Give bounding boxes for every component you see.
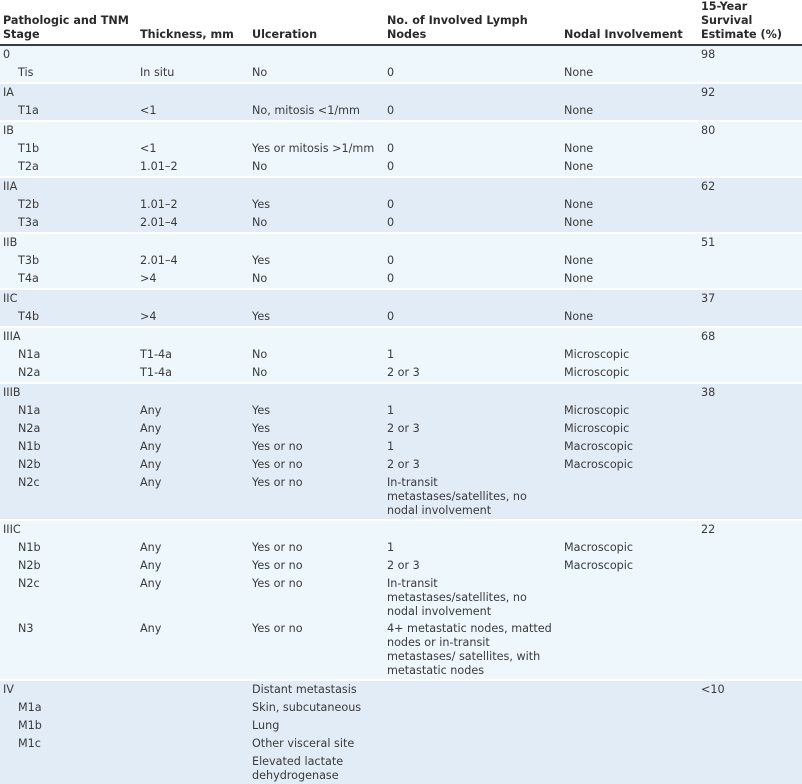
table-row [0,717,802,735]
thickness-cell: Any [137,456,249,474]
nodal-involvement-cell: Microscopic [561,402,698,420]
table-row [0,438,802,456]
lymph-nodes-cell: 4+ metastatic nodes, matted nodes or in-transit metastases/ satellites, with metastatic nodes [384,620,561,680]
nodal-involvement-cell: None [561,158,698,177]
survival-estimate: 80 [698,121,802,140]
ulceration-cell: Yes or mitosis >1/mm [249,140,384,158]
survival-estimate: 51 [698,233,802,252]
survival-estimate [698,346,802,364]
survival-estimate [698,102,802,121]
thickness-cell [137,233,249,252]
thickness-cell [137,680,249,699]
tnm-category: T4b [0,308,137,327]
nodal-involvement-cell [561,233,698,252]
table-row [0,102,802,121]
thickness-cell [137,717,249,735]
survival-estimate: 92 [698,83,802,102]
lymph-nodes-cell: 1 [384,346,561,364]
thickness-cell: <1 [137,140,249,158]
tnm-category: M1b [0,717,137,735]
header-survival: 15-Year Survival Estimate (%) [698,0,802,45]
ulceration-cell: No [249,158,384,177]
nodal-involvement-cell: None [561,102,698,121]
ulceration-cell: No, mitosis <1/mm [249,102,384,121]
header-thickness: Thickness, mm [137,0,249,45]
table-row [0,456,802,474]
tnm-category: T3b [0,252,137,270]
lymph-nodes-cell: 0 [384,308,561,327]
tnm-category: T1a [0,102,137,121]
table-row [0,308,802,327]
thickness-cell [137,520,249,539]
table-row [0,252,802,270]
survival-estimate: 37 [698,289,802,308]
survival-estimate: 62 [698,177,802,196]
stage-label: IB [0,121,137,140]
tnm-category: N1a [0,402,137,420]
lymph-nodes-cell: 0 [384,214,561,233]
survival-estimate [698,539,802,557]
ulceration-cell: Yes [249,196,384,214]
survival-estimate [698,620,802,680]
survival-estimate [698,364,802,383]
ulceration-cell [249,327,384,346]
ulceration-cell: Lung [249,717,384,735]
nodal-involvement-cell [561,383,698,402]
table-row [0,699,802,717]
survival-estimate: <10 [698,680,802,699]
nodal-involvement-cell: None [561,308,698,327]
table-row [0,420,802,438]
survival-estimate: 68 [698,327,802,346]
ulceration-cell: Yes or no [249,575,384,620]
nodal-involvement-cell [561,289,698,308]
lymph-nodes-cell: 2 or 3 [384,420,561,438]
ulceration-cell: No [249,214,384,233]
tnm-category: N2a [0,364,137,383]
table-row [0,364,802,383]
nodal-involvement-cell: None [561,140,698,158]
nodal-involvement-cell [561,620,698,680]
tnm-category: N2c [0,575,137,620]
ulceration-cell: Yes [249,420,384,438]
lymph-nodes-cell: 1 [384,402,561,420]
table-row [0,158,802,177]
nodal-involvement-cell: None [561,214,698,233]
ulceration-cell [249,383,384,402]
survival-estimate [698,438,802,456]
table-row [0,557,802,575]
tnm-category: T3a [0,214,137,233]
lymph-nodes-cell: In-transit metastases/satellites, no nodal involvement [384,575,561,620]
nodal-involvement-cell: Macroscopic [561,557,698,575]
thickness-cell: Any [137,438,249,456]
thickness-cell: In situ [137,64,249,83]
survival-estimate [698,474,802,520]
thickness-cell: 2.01–4 [137,214,249,233]
lymph-nodes-cell: 0 [384,102,561,121]
stage-group [0,45,802,83]
ulceration-cell [249,121,384,140]
tnm-category: N1b [0,539,137,557]
ulceration-cell [249,520,384,539]
nodal-involvement-cell [561,83,698,102]
stage-row [0,45,802,64]
lymph-nodes-cell [384,699,561,717]
lymph-nodes-cell [384,680,561,699]
lymph-nodes-cell [384,735,561,753]
survival-estimate [698,64,802,83]
tnm-category: T1b [0,140,137,158]
nodal-involvement-cell: None [561,252,698,270]
header-stage: Pathologic and TNM Stage [0,0,137,45]
stage-label: IIIA [0,327,137,346]
tnm-category: N1b [0,438,137,456]
table-row [0,346,802,364]
tnm-category: T4a [0,270,137,289]
survival-estimate [698,557,802,575]
stage-row [0,177,802,196]
ulceration-cell: Yes or no [249,438,384,456]
tnm-category: M1a [0,699,137,717]
table-row [0,753,802,784]
tnm-category: M1c [0,735,137,753]
table-row [0,196,802,214]
header-nodal-involvement: Nodal Involvement [561,0,698,45]
survival-estimate [698,735,802,753]
stage-row [0,680,802,699]
survival-estimate [698,252,802,270]
thickness-cell: Any [137,402,249,420]
thickness-cell: Any [137,575,249,620]
survival-estimate [698,196,802,214]
stage-group [0,233,802,289]
table-row [0,620,802,680]
ulceration-cell [249,233,384,252]
thickness-cell: T1-4a [137,364,249,383]
stage-row [0,289,802,308]
thickness-cell: Any [137,420,249,438]
lymph-nodes-cell: 0 [384,158,561,177]
thickness-cell [137,177,249,196]
nodal-involvement-cell [561,520,698,539]
thickness-cell: Any [137,620,249,680]
stage-group [0,177,802,233]
lymph-nodes-cell [384,753,561,784]
ulceration-cell: Distant metastasis [249,680,384,699]
nodal-involvement-cell: None [561,196,698,214]
thickness-cell [137,383,249,402]
lymph-nodes-cell: 0 [384,252,561,270]
ulceration-cell: Yes [249,252,384,270]
lymph-nodes-cell [384,289,561,308]
stage-group [0,327,802,383]
tnm-category: N3 [0,620,137,680]
survival-estimate [698,717,802,735]
tnm-category: N2c [0,474,137,520]
thickness-cell: <1 [137,102,249,121]
table-row [0,270,802,289]
lymph-nodes-cell: 1 [384,438,561,456]
lymph-nodes-cell [384,717,561,735]
stage-label: IV [0,680,137,699]
ulceration-cell: Yes or no [249,456,384,474]
survival-estimate [698,456,802,474]
stage-label: IIIB [0,383,137,402]
ulceration-cell [249,289,384,308]
survival-estimate: 98 [698,45,802,64]
nodal-involvement-cell [561,177,698,196]
stage-row [0,383,802,402]
tnm-category: N2a [0,420,137,438]
tnm-category: T2a [0,158,137,177]
thickness-cell: Any [137,539,249,557]
thickness-cell: >4 [137,308,249,327]
nodal-involvement-cell: Microscopic [561,364,698,383]
tnm-category: N1a [0,346,137,364]
stage-label: 0 [0,45,137,64]
tnm-category [0,753,137,784]
thickness-cell [137,699,249,717]
nodal-involvement-cell: None [561,64,698,83]
thickness-cell [137,289,249,308]
survival-estimate: 38 [698,383,802,402]
nodal-involvement-cell: Macroscopic [561,438,698,456]
nodal-involvement-cell [561,45,698,64]
nodal-involvement-cell [561,327,698,346]
nodal-involvement-cell: Macroscopic [561,456,698,474]
lymph-nodes-cell [384,383,561,402]
stage-group [0,383,802,520]
table-row [0,402,802,420]
header-ulceration: Ulceration [249,0,384,45]
thickness-cell [137,45,249,64]
lymph-nodes-cell [384,83,561,102]
thickness-cell: 1.01–2 [137,196,249,214]
thickness-cell: 2.01–4 [137,252,249,270]
ulceration-cell: No [249,270,384,289]
stage-row [0,327,802,346]
ulceration-cell: Other visceral site [249,735,384,753]
header-row [0,0,802,45]
thickness-cell [137,121,249,140]
stage-label: IIB [0,233,137,252]
lymph-nodes-cell [384,121,561,140]
lymph-nodes-cell [384,177,561,196]
nodal-involvement-cell [561,735,698,753]
stage-row [0,121,802,140]
nodal-involvement-cell [561,753,698,784]
stage-group [0,520,802,680]
lymph-nodes-cell: 0 [384,270,561,289]
stage-label: IIC [0,289,137,308]
tnm-category: T2b [0,196,137,214]
header-lymph-nodes: No. of Involved Lymph Nodes [384,0,561,45]
table-row [0,214,802,233]
lymph-nodes-cell [384,327,561,346]
survival-estimate: 22 [698,520,802,539]
stage-group [0,83,802,121]
ulceration-cell: No [249,64,384,83]
ulceration-cell: Yes or no [249,620,384,680]
thickness-cell: >4 [137,270,249,289]
nodal-involvement-cell [561,474,698,520]
nodal-involvement-cell [561,680,698,699]
ulceration-cell: Yes or no [249,557,384,575]
ulceration-cell: Yes or no [249,474,384,520]
tnm-category: N2b [0,557,137,575]
stage-label: IIIC [0,520,137,539]
thickness-cell: Any [137,474,249,520]
lymph-nodes-cell [384,520,561,539]
lymph-nodes-cell: 0 [384,196,561,214]
thickness-cell: Any [137,557,249,575]
ulceration-cell [249,83,384,102]
survival-estimate [698,402,802,420]
lymph-nodes-cell: 0 [384,140,561,158]
survival-estimate [698,699,802,717]
nodal-involvement-cell: Microscopic [561,346,698,364]
lymph-nodes-cell: 2 or 3 [384,456,561,474]
survival-estimate [698,753,802,784]
ulceration-cell: No [249,364,384,383]
ulceration-cell: Skin, subcutaneous [249,699,384,717]
stage-label: IA [0,83,137,102]
ulceration-cell [249,45,384,64]
thickness-cell [137,83,249,102]
lymph-nodes-cell [384,233,561,252]
stage-row [0,520,802,539]
survival-estimate [698,420,802,438]
survival-estimate [698,158,802,177]
ulceration-cell: Elevated lactate dehydrogenase [249,753,384,784]
thickness-cell [137,327,249,346]
table-row [0,474,802,520]
lymph-nodes-cell: In-transit metastases/satellites, no nodal involvement [384,474,561,520]
nodal-involvement-cell [561,121,698,140]
thickness-cell [137,753,249,784]
survival-estimate [698,308,802,327]
ulceration-cell [249,177,384,196]
table-row [0,575,802,620]
thickness-cell: 1.01–2 [137,158,249,177]
ulceration-cell: No [249,346,384,364]
thickness-cell [137,735,249,753]
lymph-nodes-cell: 2 or 3 [384,557,561,575]
stage-label: IIA [0,177,137,196]
survival-estimate [698,140,802,158]
stage-group [0,121,802,177]
stage-group [0,289,802,327]
thickness-cell: T1-4a [137,346,249,364]
lymph-nodes-cell [384,45,561,64]
survival-estimate [698,214,802,233]
stage-row [0,233,802,252]
table-row [0,735,802,753]
nodal-involvement-cell [561,699,698,717]
ulceration-cell: Yes [249,402,384,420]
nodal-involvement-cell: Macroscopic [561,539,698,557]
table-row [0,140,802,158]
nodal-involvement-cell [561,717,698,735]
survival-estimate [698,575,802,620]
tnm-category: N2b [0,456,137,474]
stage-group [0,680,802,784]
survival-estimate [698,270,802,289]
nodal-involvement-cell: Microscopic [561,420,698,438]
table-row [0,539,802,557]
nodal-involvement-cell [561,575,698,620]
ulceration-cell: Yes or no [249,539,384,557]
lymph-nodes-cell: 0 [384,64,561,83]
ulceration-cell: Yes [249,308,384,327]
stage-row [0,83,802,102]
table-row [0,64,802,83]
tnm-category: Tis [0,64,137,83]
lymph-nodes-cell: 1 [384,539,561,557]
nodal-involvement-cell: None [561,270,698,289]
lymph-nodes-cell: 2 or 3 [384,364,561,383]
